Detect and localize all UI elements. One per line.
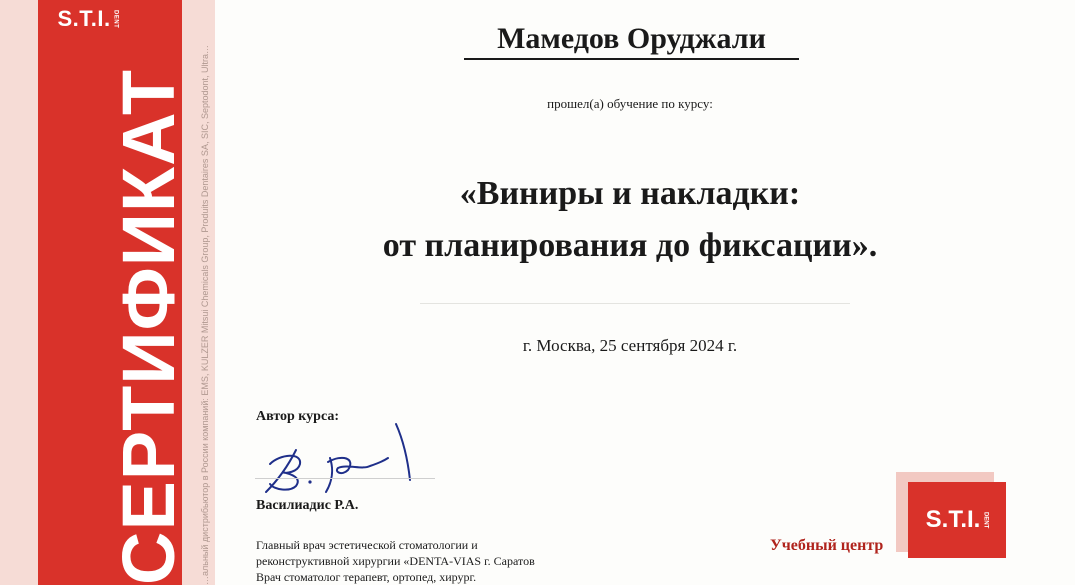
course-title-line-2: от планирования до фиксации». (382, 227, 878, 264)
author-role-line-2: реконструктивной хирургии «DENTA-VIAS г. Саратов (256, 554, 535, 568)
side-band-logo-text: S.T.I. (57, 6, 111, 31)
training-center-logo-text: S.T.I. (925, 506, 981, 533)
training-center-logo-sub: DENT (982, 511, 989, 529)
divider (420, 303, 850, 304)
distributor-note: …альный дистрибьютор в России компаний: EMS, KULZER Mitsui Chemicals Group, Produits Dentaires SA, SIC, Septodont, Ultra… (200, 45, 210, 585)
author-name: Василиадис Р.А. (256, 498, 359, 513)
certificate-heading: СЕРТИФИКАТ (107, 68, 190, 585)
recipient-name: Мамедов Оруджали (464, 22, 799, 60)
training-center-label: Учебный центр (770, 537, 884, 554)
author-role (256, 537, 596, 585)
author-role-line-3: Врач стоматолог терапевт, ортопед, хирург. (256, 570, 477, 584)
author-label: Автор курса: (256, 409, 340, 424)
logo-front-square (908, 482, 1006, 558)
place-date: г. Москва, 25 сентября 2024 г. (522, 336, 738, 355)
signature-line (255, 478, 435, 479)
course-title (300, 168, 960, 272)
training-center-logo (890, 468, 1010, 568)
intro-text: прошел(а) обучение по курсу: (547, 96, 713, 111)
side-band-logo-sub: DENT (112, 9, 119, 29)
author-signature (258, 418, 438, 498)
author-role-line-1: Главный врач эстетической стоматологии и (256, 538, 478, 552)
course-title-line-1: «Виниры и накладки: (459, 175, 801, 212)
side-band-logo (38, 6, 138, 32)
